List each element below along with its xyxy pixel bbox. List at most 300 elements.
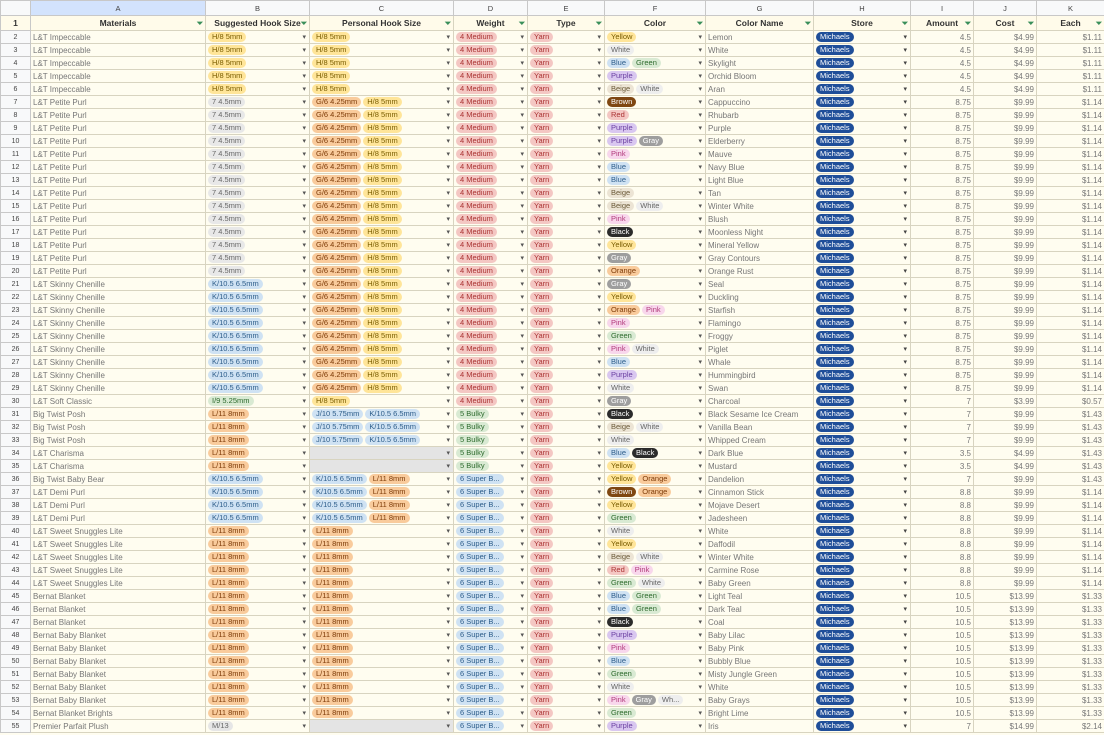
dropdown-arrow-icon[interactable]: ▾ [520, 541, 524, 548]
color-name-cell[interactable]: Bright Lime [706, 707, 814, 720]
suggested-hook-cell[interactable] [206, 603, 310, 616]
dropdown-arrow-icon[interactable]: ▾ [446, 281, 450, 288]
cost-cell[interactable]: $9.99 [974, 304, 1037, 317]
material-cell[interactable]: L&T Skinny Chenille [31, 343, 206, 356]
suggested-hook-cell[interactable] [206, 408, 310, 421]
dropdown-arrow-icon[interactable]: ▾ [903, 710, 907, 717]
dropdown-arrow-icon[interactable]: ▾ [597, 99, 601, 106]
dropdown-arrow-icon[interactable]: ▾ [903, 463, 907, 470]
column-header[interactable] [454, 16, 528, 31]
cost-cell[interactable]: $9.99 [974, 499, 1037, 512]
dropdown-arrow-icon[interactable]: ▾ [698, 320, 702, 327]
column-header[interactable] [206, 16, 310, 31]
cost-cell[interactable]: $9.99 [974, 408, 1037, 421]
dropdown-arrow-icon[interactable]: ▾ [903, 34, 907, 41]
weight-cell[interactable] [454, 213, 528, 226]
filter-icon[interactable]: ⏷ [804, 19, 811, 28]
cost-cell[interactable]: $9.99 [974, 187, 1037, 200]
weight-cell[interactable] [454, 694, 528, 707]
filter-icon[interactable]: ⏷ [696, 19, 703, 28]
store-cell[interactable] [814, 239, 911, 252]
dropdown-arrow-icon[interactable]: ▾ [698, 112, 702, 119]
color-name-cell[interactable]: Mustard [706, 460, 814, 473]
dropdown-arrow-icon[interactable]: ▾ [597, 502, 601, 509]
select-all-corner[interactable] [1, 1, 31, 16]
color-name-cell[interactable]: Baby Grays [706, 694, 814, 707]
dropdown-arrow-icon[interactable]: ▾ [520, 47, 524, 54]
store-cell[interactable] [814, 304, 911, 317]
suggested-hook-cell[interactable] [206, 278, 310, 291]
cost-cell[interactable]: $13.99 [974, 629, 1037, 642]
amount-cell[interactable]: 10.5 [911, 694, 974, 707]
suggested-hook-cell[interactable] [206, 616, 310, 629]
dropdown-arrow-icon[interactable]: ▾ [903, 502, 907, 509]
amount-cell[interactable]: 10.5 [911, 668, 974, 681]
each-cell[interactable]: $1.43 [1037, 447, 1104, 460]
material-cell[interactable]: Bernat Blanket [31, 616, 206, 629]
material-cell[interactable]: L&T Skinny Chenille [31, 369, 206, 382]
dropdown-arrow-icon[interactable]: ▾ [446, 385, 450, 392]
store-cell[interactable] [814, 486, 911, 499]
suggested-hook-cell[interactable] [206, 83, 310, 96]
each-cell[interactable]: $1.43 [1037, 408, 1104, 421]
dropdown-arrow-icon[interactable]: ▾ [446, 541, 450, 548]
color-cell[interactable] [605, 408, 706, 421]
material-cell[interactable]: L&T Petite Purl [31, 213, 206, 226]
suggested-hook-cell[interactable] [206, 109, 310, 122]
row-number[interactable]: 54 [1, 707, 31, 720]
dropdown-arrow-icon[interactable]: ▾ [446, 476, 450, 483]
weight-cell[interactable] [454, 226, 528, 239]
personal-hook-cell[interactable] [310, 83, 454, 96]
store-cell[interactable] [814, 135, 911, 148]
personal-hook-cell[interactable] [310, 551, 454, 564]
dropdown-arrow-icon[interactable]: ▾ [302, 73, 306, 80]
dropdown-arrow-icon[interactable]: ▾ [698, 710, 702, 717]
row-number[interactable]: 37 [1, 486, 31, 499]
dropdown-arrow-icon[interactable]: ▾ [302, 424, 306, 431]
suggested-hook-cell[interactable] [206, 694, 310, 707]
dropdown-arrow-icon[interactable]: ▾ [446, 177, 450, 184]
material-cell[interactable]: L&T Petite Purl [31, 135, 206, 148]
amount-cell[interactable]: 10.5 [911, 603, 974, 616]
dropdown-arrow-icon[interactable]: ▾ [597, 437, 601, 444]
personal-hook-cell[interactable] [310, 174, 454, 187]
weight-cell[interactable] [454, 681, 528, 694]
suggested-hook-cell[interactable] [206, 447, 310, 460]
weight-cell[interactable] [454, 278, 528, 291]
weight-cell[interactable] [454, 57, 528, 70]
dropdown-arrow-icon[interactable]: ▾ [302, 645, 306, 652]
suggested-hook-cell[interactable] [206, 31, 310, 44]
dropdown-arrow-icon[interactable]: ▾ [903, 47, 907, 54]
weight-cell[interactable] [454, 564, 528, 577]
material-cell[interactable]: L&T Skinny Chenille [31, 330, 206, 343]
row-number[interactable]: 35 [1, 460, 31, 473]
dropdown-arrow-icon[interactable]: ▾ [520, 450, 524, 457]
color-name-cell[interactable]: Light Teal [706, 590, 814, 603]
dropdown-arrow-icon[interactable]: ▾ [903, 372, 907, 379]
dropdown-arrow-icon[interactable]: ▾ [446, 125, 450, 132]
store-cell[interactable] [814, 187, 911, 200]
dropdown-arrow-icon[interactable]: ▾ [597, 723, 601, 730]
dropdown-arrow-icon[interactable]: ▾ [903, 99, 907, 106]
row-number[interactable]: 22 [1, 291, 31, 304]
dropdown-arrow-icon[interactable]: ▾ [903, 593, 907, 600]
each-cell[interactable]: $1.14 [1037, 265, 1104, 278]
color-cell[interactable] [605, 239, 706, 252]
personal-hook-cell[interactable] [310, 421, 454, 434]
dropdown-arrow-icon[interactable]: ▾ [446, 710, 450, 717]
dropdown-arrow-icon[interactable]: ▾ [520, 281, 524, 288]
dropdown-arrow-icon[interactable]: ▾ [903, 697, 907, 704]
amount-cell[interactable]: 8.75 [911, 330, 974, 343]
personal-hook-cell[interactable] [310, 44, 454, 57]
color-cell[interactable] [605, 603, 706, 616]
dropdown-arrow-icon[interactable]: ▾ [446, 606, 450, 613]
cost-cell[interactable]: $4.99 [974, 70, 1037, 83]
suggested-hook-cell[interactable] [206, 369, 310, 382]
dropdown-arrow-icon[interactable]: ▾ [520, 125, 524, 132]
dropdown-arrow-icon[interactable]: ▾ [302, 164, 306, 171]
dropdown-arrow-icon[interactable]: ▾ [698, 684, 702, 691]
color-name-cell[interactable]: Lemon [706, 31, 814, 44]
each-cell[interactable]: $1.14 [1037, 96, 1104, 109]
dropdown-arrow-icon[interactable]: ▾ [597, 190, 601, 197]
dropdown-arrow-icon[interactable]: ▾ [302, 437, 306, 444]
cost-cell[interactable]: $9.99 [974, 317, 1037, 330]
dropdown-arrow-icon[interactable]: ▾ [520, 606, 524, 613]
color-cell[interactable] [605, 668, 706, 681]
color-name-cell[interactable]: Dark Blue [706, 447, 814, 460]
dropdown-arrow-icon[interactable]: ▾ [597, 372, 601, 379]
color-cell[interactable] [605, 421, 706, 434]
row-number[interactable]: 49 [1, 642, 31, 655]
dropdown-arrow-icon[interactable]: ▾ [520, 411, 524, 418]
dropdown-arrow-icon[interactable]: ▾ [903, 138, 907, 145]
suggested-hook-cell[interactable] [206, 486, 310, 499]
color-cell[interactable] [605, 486, 706, 499]
dropdown-arrow-icon[interactable]: ▾ [903, 632, 907, 639]
dropdown-arrow-icon[interactable]: ▾ [302, 554, 306, 561]
dropdown-arrow-icon[interactable]: ▾ [520, 437, 524, 444]
color-cell[interactable] [605, 512, 706, 525]
dropdown-arrow-icon[interactable]: ▾ [597, 619, 601, 626]
weight-cell[interactable] [454, 460, 528, 473]
amount-cell[interactable]: 8.8 [911, 512, 974, 525]
dropdown-arrow-icon[interactable]: ▾ [698, 671, 702, 678]
dropdown-arrow-icon[interactable]: ▾ [698, 242, 702, 249]
dropdown-arrow-icon[interactable]: ▾ [520, 502, 524, 509]
material-cell[interactable]: L&T Petite Purl [31, 187, 206, 200]
color-cell[interactable] [605, 83, 706, 96]
personal-hook-cell[interactable] [310, 57, 454, 70]
row-number[interactable]: 51 [1, 668, 31, 681]
personal-hook-cell[interactable] [310, 239, 454, 252]
dropdown-arrow-icon[interactable]: ▾ [446, 554, 450, 561]
store-cell[interactable] [814, 200, 911, 213]
material-cell[interactable]: L&T Sweet Snuggles Lite [31, 551, 206, 564]
row-number[interactable]: 12 [1, 161, 31, 174]
dropdown-arrow-icon[interactable]: ▾ [520, 489, 524, 496]
personal-hook-cell[interactable] [310, 291, 454, 304]
dropdown-arrow-icon[interactable]: ▾ [698, 138, 702, 145]
dropdown-arrow-icon[interactable]: ▾ [302, 34, 306, 41]
suggested-hook-cell[interactable] [206, 538, 310, 551]
each-cell[interactable]: $1.14 [1037, 122, 1104, 135]
dropdown-arrow-icon[interactable]: ▾ [446, 229, 450, 236]
row-number[interactable]: 34 [1, 447, 31, 460]
material-cell[interactable]: L&T Impeccable [31, 70, 206, 83]
color-cell[interactable] [605, 382, 706, 395]
each-cell[interactable]: $1.14 [1037, 252, 1104, 265]
material-cell[interactable]: Bernat Baby Blanket [31, 668, 206, 681]
store-cell[interactable] [814, 213, 911, 226]
dropdown-arrow-icon[interactable]: ▾ [903, 398, 907, 405]
dropdown-arrow-icon[interactable]: ▾ [597, 307, 601, 314]
dropdown-arrow-icon[interactable]: ▾ [903, 515, 907, 522]
weight-cell[interactable] [454, 265, 528, 278]
store-cell[interactable] [814, 655, 911, 668]
color-name-cell[interactable]: Tan [706, 187, 814, 200]
cost-cell[interactable]: $4.99 [974, 460, 1037, 473]
type-cell[interactable] [528, 525, 605, 538]
dropdown-arrow-icon[interactable]: ▾ [903, 164, 907, 171]
material-cell[interactable]: Bernat Baby Blanket [31, 642, 206, 655]
each-cell[interactable]: $1.14 [1037, 382, 1104, 395]
color-cell[interactable] [605, 564, 706, 577]
color-name-cell[interactable]: Starfish [706, 304, 814, 317]
dropdown-arrow-icon[interactable]: ▾ [698, 307, 702, 314]
dropdown-arrow-icon[interactable]: ▾ [698, 73, 702, 80]
suggested-hook-cell[interactable] [206, 174, 310, 187]
store-cell[interactable] [814, 70, 911, 83]
cost-cell[interactable]: $13.99 [974, 655, 1037, 668]
cost-cell[interactable]: $13.99 [974, 668, 1037, 681]
dropdown-arrow-icon[interactable]: ▾ [446, 619, 450, 626]
personal-hook-cell[interactable] [310, 395, 454, 408]
weight-cell[interactable] [454, 720, 528, 733]
row-number[interactable]: 41 [1, 538, 31, 551]
color-name-cell[interactable]: Cinnamon Stick [706, 486, 814, 499]
store-cell[interactable] [814, 460, 911, 473]
dropdown-arrow-icon[interactable]: ▾ [302, 60, 306, 67]
each-cell[interactable]: $1.14 [1037, 304, 1104, 317]
store-cell[interactable] [814, 161, 911, 174]
suggested-hook-cell[interactable] [206, 239, 310, 252]
suggested-hook-cell[interactable] [206, 460, 310, 473]
cost-cell[interactable]: $4.99 [974, 44, 1037, 57]
type-cell[interactable] [528, 96, 605, 109]
dropdown-arrow-icon[interactable]: ▾ [302, 190, 306, 197]
type-cell[interactable] [528, 603, 605, 616]
color-name-cell[interactable]: Whipped Cream [706, 434, 814, 447]
material-cell[interactable]: Big Twist Posh [31, 434, 206, 447]
each-cell[interactable]: $1.33 [1037, 681, 1104, 694]
dropdown-arrow-icon[interactable]: ▾ [903, 580, 907, 587]
color-cell[interactable] [605, 538, 706, 551]
amount-cell[interactable]: 8.75 [911, 239, 974, 252]
weight-cell[interactable] [454, 629, 528, 642]
weight-cell[interactable] [454, 200, 528, 213]
cost-cell[interactable]: $13.99 [974, 616, 1037, 629]
color-name-cell[interactable]: Dandelion [706, 473, 814, 486]
cost-cell[interactable]: $9.99 [974, 96, 1037, 109]
material-cell[interactable]: L&T Sweet Snuggles Lite [31, 525, 206, 538]
color-name-cell[interactable]: Blush [706, 213, 814, 226]
color-cell[interactable] [605, 174, 706, 187]
type-cell[interactable] [528, 460, 605, 473]
weight-cell[interactable] [454, 239, 528, 252]
material-cell[interactable]: Bernat Baby Blanket [31, 681, 206, 694]
material-cell[interactable]: L&T Skinny Chenille [31, 304, 206, 317]
store-cell[interactable] [814, 577, 911, 590]
color-name-cell[interactable]: Baby Pink [706, 642, 814, 655]
weight-cell[interactable] [454, 525, 528, 538]
cost-cell[interactable]: $9.99 [974, 382, 1037, 395]
weight-cell[interactable] [454, 96, 528, 109]
dropdown-arrow-icon[interactable]: ▾ [302, 86, 306, 93]
dropdown-arrow-icon[interactable]: ▾ [903, 346, 907, 353]
cost-cell[interactable]: $9.99 [974, 473, 1037, 486]
suggested-hook-cell[interactable] [206, 512, 310, 525]
each-cell[interactable]: $1.14 [1037, 343, 1104, 356]
type-cell[interactable] [528, 330, 605, 343]
row-number[interactable]: 42 [1, 551, 31, 564]
dropdown-arrow-icon[interactable]: ▾ [597, 294, 601, 301]
column-letter-k[interactable]: K [1037, 1, 1104, 16]
cost-cell[interactable]: $13.99 [974, 707, 1037, 720]
material-cell[interactable]: Bernat Baby Blanket [31, 655, 206, 668]
dropdown-arrow-icon[interactable]: ▾ [520, 177, 524, 184]
each-cell[interactable]: $1.14 [1037, 161, 1104, 174]
personal-hook-cell[interactable] [310, 382, 454, 395]
amount-cell[interactable]: 8.8 [911, 525, 974, 538]
dropdown-arrow-icon[interactable]: ▾ [302, 216, 306, 223]
type-cell[interactable] [528, 31, 605, 44]
weight-cell[interactable] [454, 382, 528, 395]
weight-cell[interactable] [454, 616, 528, 629]
dropdown-arrow-icon[interactable]: ▾ [698, 437, 702, 444]
row-number[interactable]: 1 [1, 16, 31, 31]
material-cell[interactable]: L&T Skinny Chenille [31, 278, 206, 291]
material-cell[interactable]: Premier Parfait Plush [31, 720, 206, 733]
cost-cell[interactable]: $4.99 [974, 447, 1037, 460]
type-cell[interactable] [528, 616, 605, 629]
color-cell[interactable] [605, 135, 706, 148]
dropdown-arrow-icon[interactable]: ▾ [302, 138, 306, 145]
dropdown-arrow-icon[interactable]: ▾ [302, 723, 306, 730]
amount-cell[interactable]: 7 [911, 408, 974, 421]
store-cell[interactable] [814, 252, 911, 265]
color-name-cell[interactable]: Duckling [706, 291, 814, 304]
cost-cell[interactable]: $14.99 [974, 720, 1037, 733]
cost-cell[interactable]: $9.99 [974, 564, 1037, 577]
type-cell[interactable] [528, 200, 605, 213]
dropdown-arrow-icon[interactable]: ▾ [520, 697, 524, 704]
dropdown-arrow-icon[interactable]: ▾ [446, 723, 450, 730]
amount-cell[interactable]: 4.5 [911, 83, 974, 96]
color-cell[interactable] [605, 200, 706, 213]
dropdown-arrow-icon[interactable]: ▾ [446, 60, 450, 67]
dropdown-arrow-icon[interactable]: ▾ [597, 177, 601, 184]
dropdown-arrow-icon[interactable]: ▾ [520, 268, 524, 275]
type-cell[interactable] [528, 395, 605, 408]
filter-icon[interactable]: ⏷ [1095, 19, 1102, 28]
material-cell[interactable]: L&T Impeccable [31, 31, 206, 44]
weight-cell[interactable] [454, 83, 528, 96]
suggested-hook-cell[interactable] [206, 473, 310, 486]
amount-cell[interactable]: 8.75 [911, 213, 974, 226]
dropdown-arrow-icon[interactable]: ▾ [698, 619, 702, 626]
dropdown-arrow-icon[interactable]: ▾ [698, 385, 702, 392]
cost-cell[interactable]: $13.99 [974, 603, 1037, 616]
each-cell[interactable]: $1.43 [1037, 473, 1104, 486]
color-name-cell[interactable]: White [706, 525, 814, 538]
dropdown-arrow-icon[interactable]: ▾ [520, 372, 524, 379]
dropdown-arrow-icon[interactable]: ▾ [597, 242, 601, 249]
dropdown-arrow-icon[interactable]: ▾ [597, 684, 601, 691]
suggested-hook-cell[interactable] [206, 343, 310, 356]
personal-hook-cell[interactable] [310, 330, 454, 343]
color-cell[interactable] [605, 694, 706, 707]
cost-cell[interactable]: $9.99 [974, 109, 1037, 122]
type-cell[interactable] [528, 642, 605, 655]
dropdown-arrow-icon[interactable]: ▾ [597, 34, 601, 41]
color-name-cell[interactable]: Daffodil [706, 538, 814, 551]
material-cell[interactable]: L&T Soft Classic [31, 395, 206, 408]
color-cell[interactable] [605, 291, 706, 304]
row-number[interactable]: 3 [1, 44, 31, 57]
personal-hook-cell[interactable] [310, 694, 454, 707]
material-cell[interactable]: L&T Impeccable [31, 44, 206, 57]
amount-cell[interactable]: 8.75 [911, 304, 974, 317]
dropdown-arrow-icon[interactable]: ▾ [597, 671, 601, 678]
dropdown-arrow-icon[interactable]: ▾ [698, 476, 702, 483]
amount-cell[interactable]: 4.5 [911, 31, 974, 44]
type-cell[interactable] [528, 694, 605, 707]
dropdown-arrow-icon[interactable]: ▾ [520, 684, 524, 691]
store-cell[interactable] [814, 174, 911, 187]
type-cell[interactable] [528, 564, 605, 577]
store-cell[interactable] [814, 122, 911, 135]
amount-cell[interactable]: 8.75 [911, 148, 974, 161]
dropdown-arrow-icon[interactable]: ▾ [597, 255, 601, 262]
dropdown-arrow-icon[interactable]: ▾ [446, 528, 450, 535]
type-cell[interactable] [528, 681, 605, 694]
dropdown-arrow-icon[interactable]: ▾ [597, 580, 601, 587]
personal-hook-cell[interactable] [310, 525, 454, 538]
cost-cell[interactable]: $9.99 [974, 278, 1037, 291]
dropdown-arrow-icon[interactable]: ▾ [520, 216, 524, 223]
dropdown-arrow-icon[interactable]: ▾ [446, 151, 450, 158]
weight-cell[interactable] [454, 174, 528, 187]
dropdown-arrow-icon[interactable]: ▾ [903, 658, 907, 665]
personal-hook-cell[interactable] [310, 655, 454, 668]
dropdown-arrow-icon[interactable]: ▾ [698, 372, 702, 379]
material-cell[interactable]: Bernat Baby Blanket [31, 694, 206, 707]
dropdown-arrow-icon[interactable]: ▾ [302, 606, 306, 613]
cost-cell[interactable]: $9.99 [974, 291, 1037, 304]
column-header[interactable] [605, 16, 706, 31]
each-cell[interactable]: $1.14 [1037, 239, 1104, 252]
row-number[interactable]: 14 [1, 187, 31, 200]
store-cell[interactable] [814, 434, 911, 447]
amount-cell[interactable]: 8.75 [911, 135, 974, 148]
type-cell[interactable] [528, 252, 605, 265]
each-cell[interactable]: $0.57 [1037, 395, 1104, 408]
amount-cell[interactable]: 8.75 [911, 291, 974, 304]
